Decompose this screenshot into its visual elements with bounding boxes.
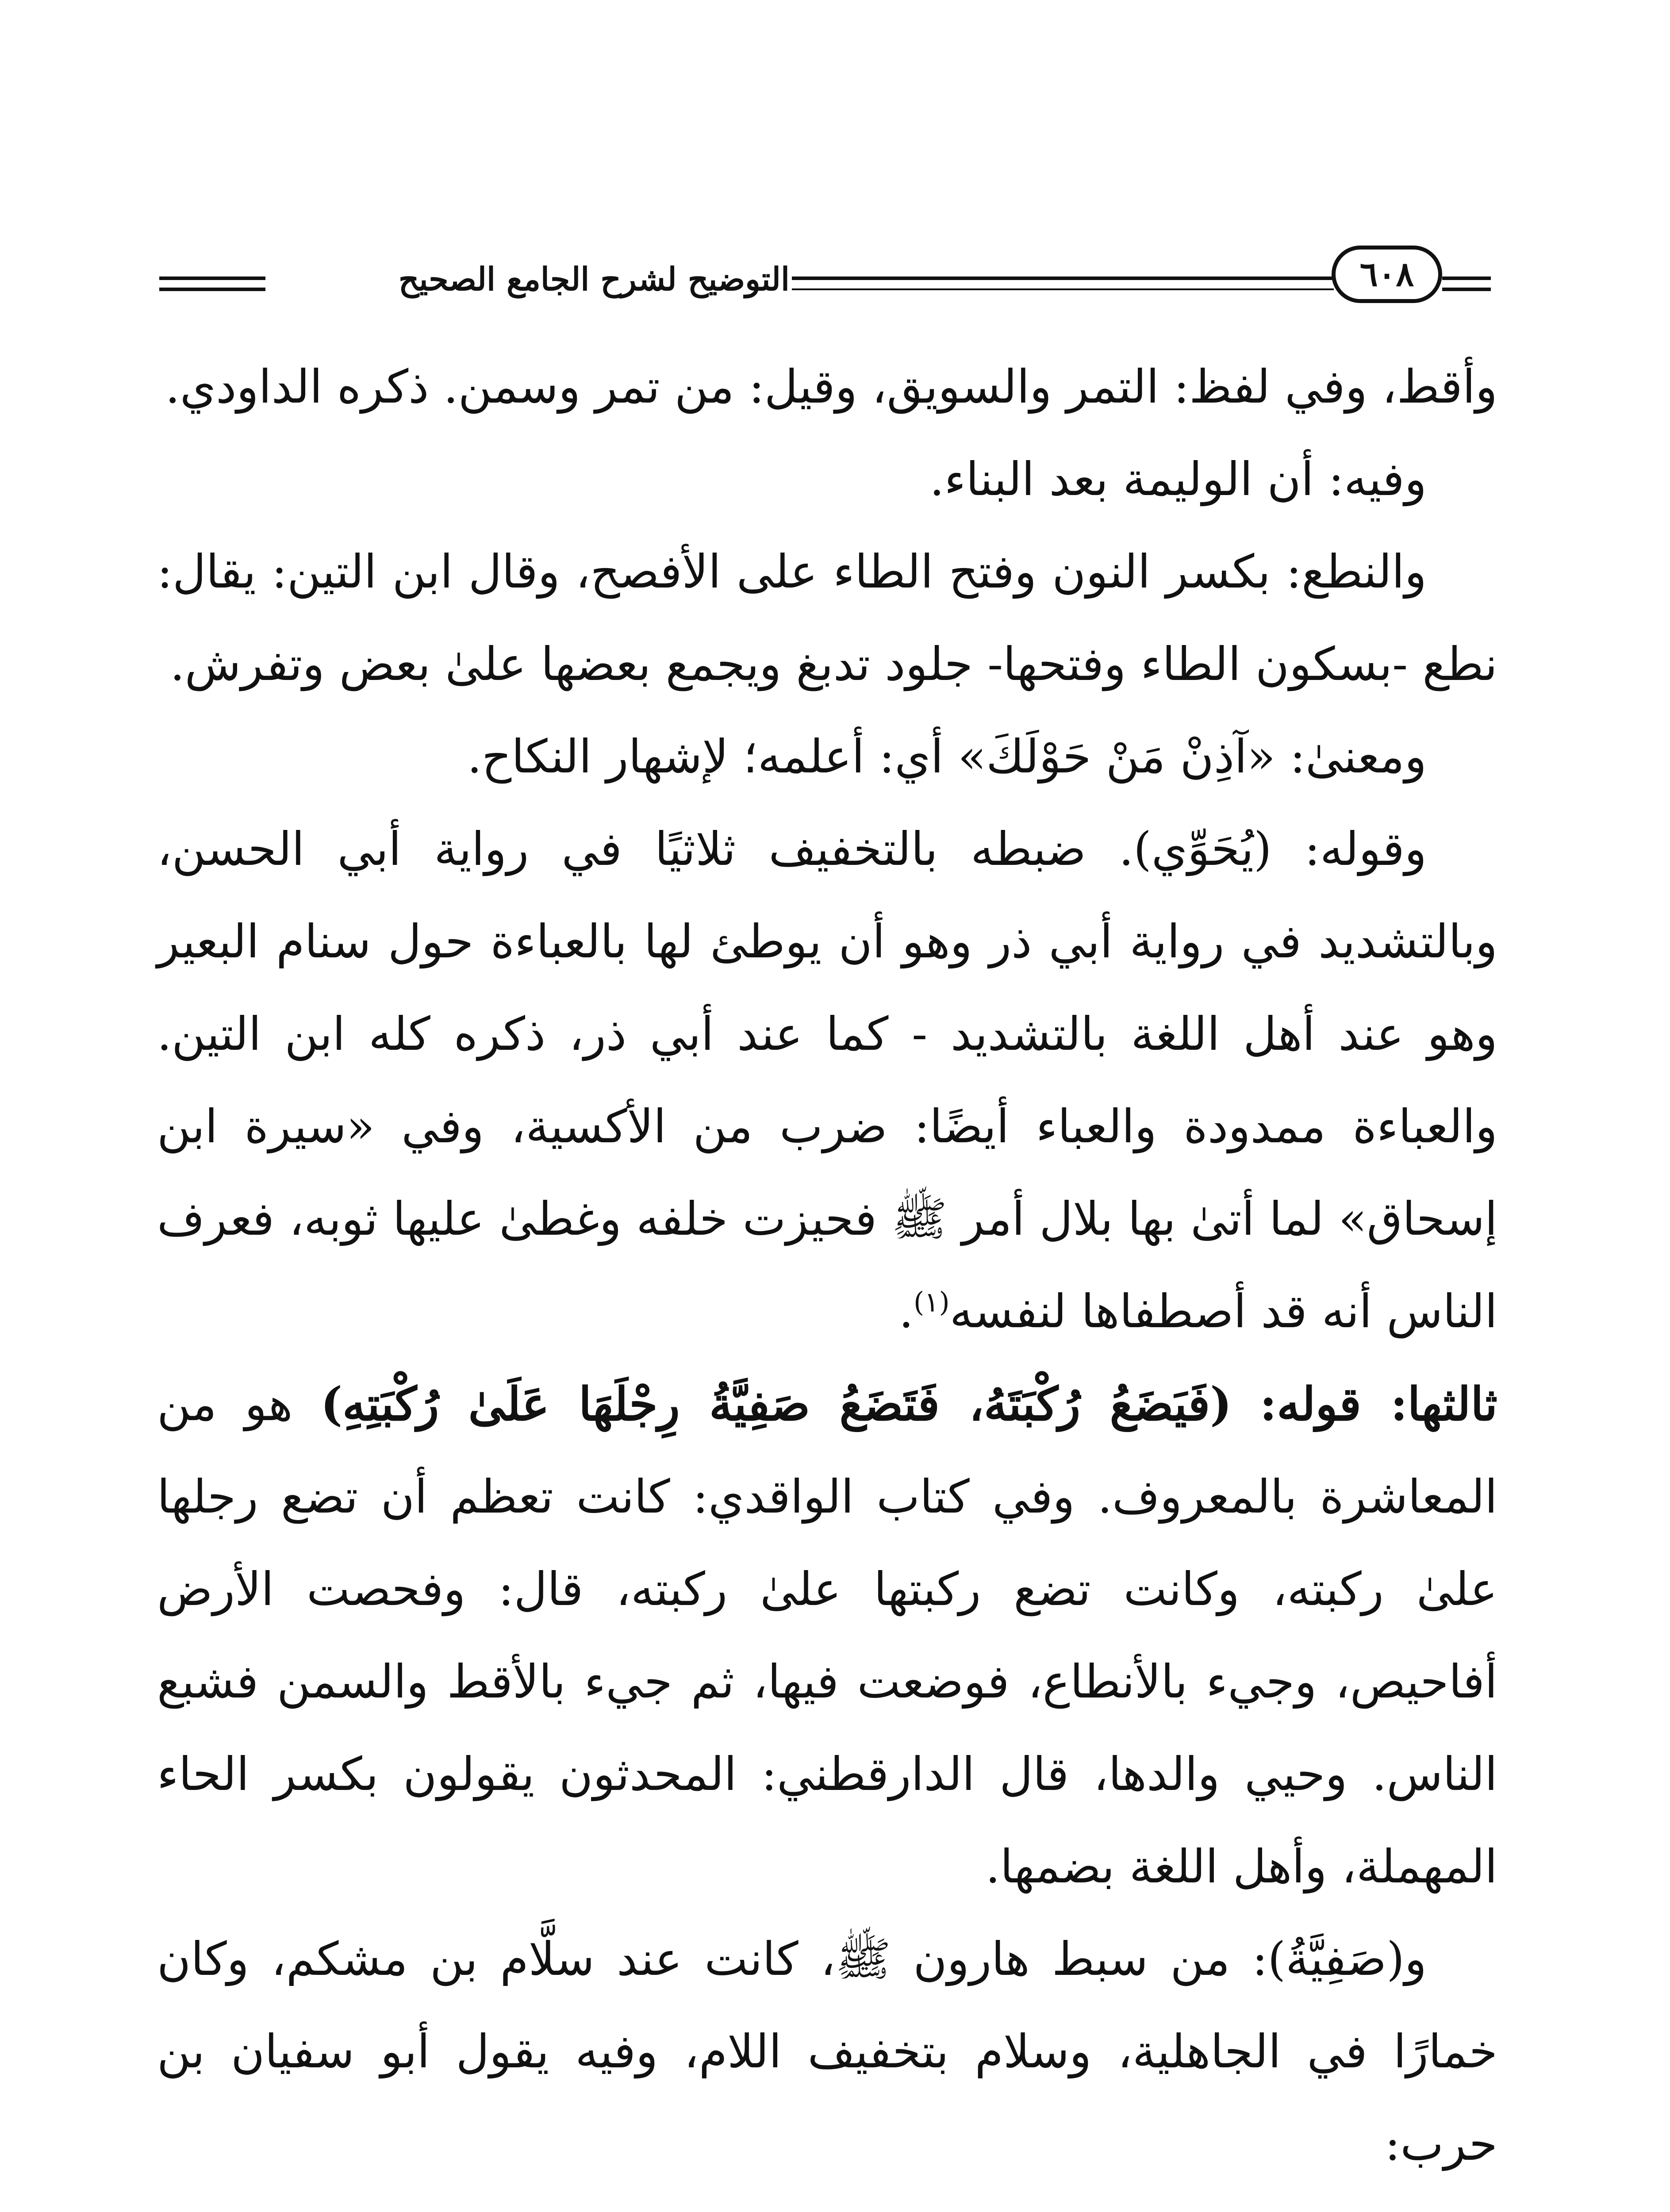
footnote-reference: (١) [913, 1286, 950, 1318]
hadith-quote: (فَيَضَعُ رُكْبَتَهُ، فَتَضَعُ صَفِيَّةُ رِجْلَهَا عَلَىٰ رُكْبَتِهِ) [320, 1377, 1232, 1431]
paragraph: ومعنىٰ: «آذِنْ مَنْ حَوْلَكَ» أي: أعلمه؛ لإشهار النكاح. [467, 730, 1427, 783]
paragraph: والنطع: بكسر النون وفتح الطاء على الأفصح، وقال ابن التين: يقال: نطع -بسكون الطاء وفتحها- جلود تدبغ ويجمع بعضها علىٰ بعض وتفرش. [157, 545, 1497, 691]
paragraph: وفيه: أن الوليمة بعد البناء. [929, 452, 1427, 506]
paragraph-end: . [898, 1284, 914, 1338]
paragraph-with-footnote [157, 803, 1497, 1358]
paragraph-third [157, 1358, 1497, 1913]
page-number: ٦٠٨ [1332, 246, 1442, 303]
section-lead: ثالثها: قوله: [1259, 1377, 1498, 1431]
header-rule-right-bottom [1442, 288, 1491, 291]
header-rule-left-top [159, 276, 265, 280]
paragraph-text: هو من المعاشرة بالمعروف. وفي كتاب الواقدي: كانت تعظم أن تضع رجلها علىٰ ركبته، وكانت تضع ركبتها علىٰ ركبته، قال: وفحصت الأرض أفاحيص، وجيء بالأنطاع، فوضعت فيها، ثم جيء بالأقط والسمن فشبع الناس. وحيي والدها، قال الدارقطني: المحدثون يقولون بكسر الحاء المهملة، وأهل اللغة بضمها. [157, 1377, 1498, 1893]
paragraph-text: وقوله: (يُحَوِّي). ضبطه بالتخفيف ثلاثيًا في رواية أبي الحسن، وبالتشديد في رواية أبي ذر وهو أن يوطئ لها بالعباءة حول سنام البعير وهو عند أهل اللغة بالتشديد - كما عند أبي ذر، ذكره كله ابن التين. والعباءة ممدودة والعباء أيضًا: ضرب من الأكسية، وفي «سيرة ابن إسحاق» لما أتىٰ بها بلال أمر ﷺ فحيزت خلفه وغطىٰ عليها ثوبه، فعرف الناس أنه قد أصطفاها لنفسه [157, 822, 1497, 1338]
body-text [157, 341, 1497, 2190]
header-rule-middle-bottom [792, 288, 1334, 290]
paragraph: و(صَفِيَّةُ): من سبط هارون ﷺ، كانت عند سلَّام بن مشكم، وكان خمارًا في الجاهلية، وسلام بتخفيف اللام، وفيه يقول أبو سفيان بن حرب: [157, 1932, 1497, 2171]
header-rule-left-bottom [159, 288, 265, 291]
header-rule-middle-top [792, 276, 1334, 280]
header-rule-right-top [1442, 276, 1491, 280]
paragraph: وأقط، وفي لفظ: التمر والسويق، وقيل: من تمر وسمن. ذكره الداودي. [165, 360, 1497, 414]
running-head-title: التوضيح لشرح الجامع الصحيح [398, 260, 790, 298]
